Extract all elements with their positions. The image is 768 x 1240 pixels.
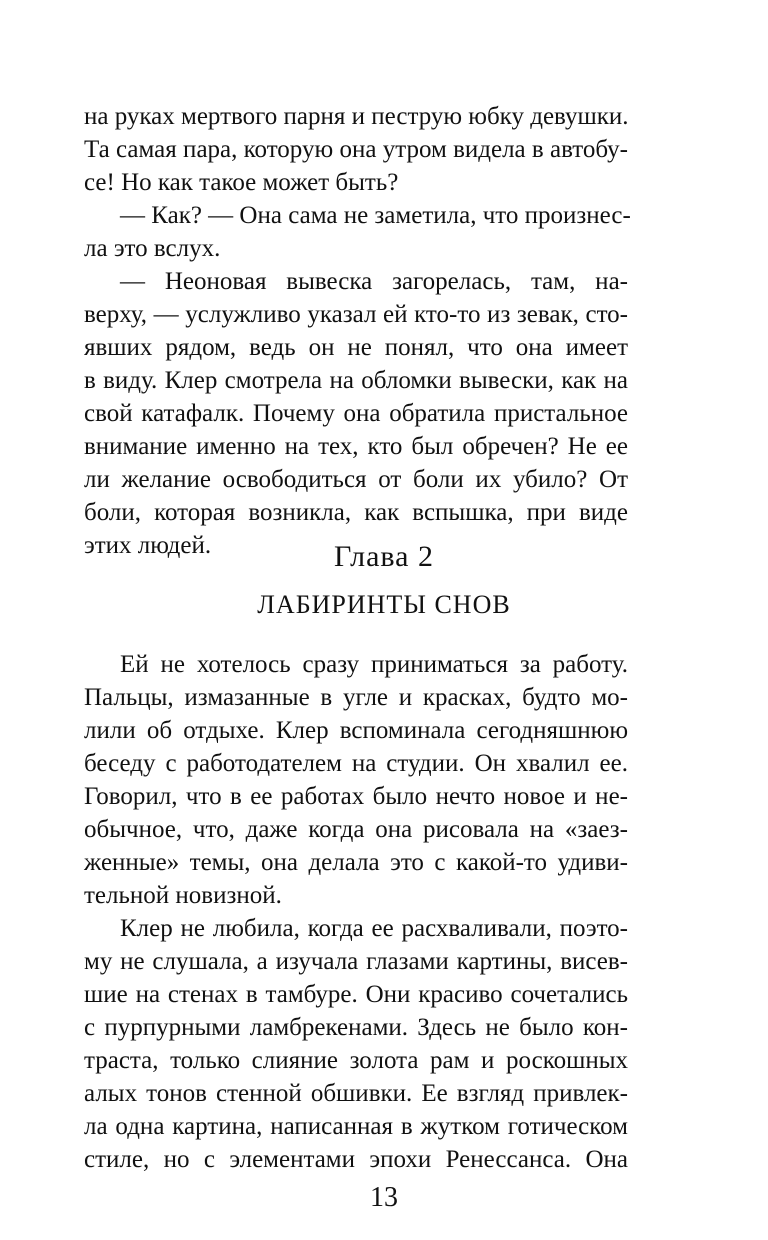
text-line: шие на стенах в тамбуре. Они красиво сочетались — [84, 981, 628, 1008]
text-line: свой катафалк. Почему она обратила пристальное — [84, 400, 628, 427]
text-line: стиле, но с элементами эпохи Ренессанса. Она — [84, 1146, 628, 1173]
text-line: на руках мертвого парня и пеструю юбку девушки. — [84, 103, 629, 130]
text-line: Та самая пара, которую она утром видела в автобу- — [84, 136, 628, 163]
text-line: лили об отдыхе. Клер вспоминала сегодняшнюю — [84, 717, 628, 744]
text-line: явших рядом, ведь он не понял, что она имеет — [84, 334, 628, 361]
chapter-title: Глава 2 — [334, 540, 434, 573]
text-line: Ей не хотелось сразу приниматься за работу. — [120, 651, 628, 678]
text-line: траста, только слияние золота рам и роскошных — [84, 1047, 628, 1074]
page-number: 13 — [370, 1182, 398, 1213]
text-line: Клер не любила, когда ее расхваливали, поэто- — [120, 915, 628, 942]
text-line: му не слушала, а изучала глазами картины, висев- — [84, 948, 628, 975]
text-line: с пурпурными ламбрекенами. Здесь не было кон- — [84, 1014, 628, 1041]
text-line: внимание именно на тех, кто был обречен? Не ее — [84, 433, 628, 460]
text-line: Пальцы, измазанные в угле и красках, будто мо- — [84, 684, 628, 711]
text-line: тельной новизной. — [84, 882, 282, 909]
text-line: в виду. Клер смотрела на обломки вывески, как на — [84, 367, 628, 394]
text-line: беседу с работодателем на студии. Он хвалил ее. — [84, 750, 628, 777]
text-line: обычное, что, даже когда она рисовала на «заез- — [84, 816, 628, 843]
text-line: верху, — услужливо указал ей кто-то из зевак, сто- — [84, 301, 628, 328]
text-line: боли, которая возникла, как вспышка, при виде — [84, 499, 628, 526]
text-line: Говорил, что в ее работах было нечто новое и не- — [84, 783, 628, 810]
text-line: ла одна картина, написанная в жутком готическом — [84, 1113, 628, 1140]
text-line: — Неоновая вывеска загорелась, там, на- — [120, 268, 628, 295]
text-line: ли желание освободиться от боли их убило? От — [84, 466, 628, 493]
text-line: се! Но как такое может быть? — [84, 169, 399, 196]
text-line: ла это вслух. — [84, 235, 221, 262]
text-line: — Как? — Она сама не заметила, что произнес- — [120, 202, 631, 229]
chapter-subtitle: ЛАБИРИНТЫ СНОВ — [257, 590, 511, 619]
text-line: женные» темы, она делала это с какой-то удиви- — [84, 849, 628, 876]
text-line: алых тонов стенной обшивки. Ее взгляд привлек- — [84, 1080, 628, 1107]
text-line: этих людей. — [84, 532, 212, 559]
